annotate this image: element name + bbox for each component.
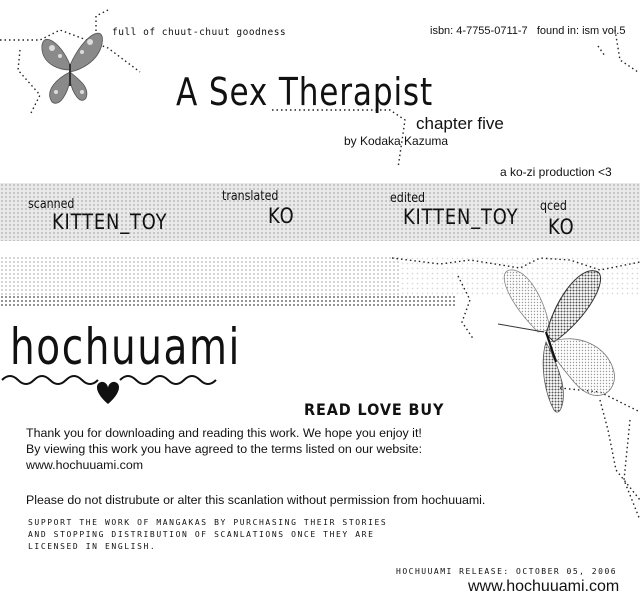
credit-role-scanned: scanned	[28, 197, 75, 212]
found-in: found in: ism vol.5	[536, 25, 626, 37]
credit-name-translated: KO	[268, 204, 295, 228]
credit-role-edited: edited	[390, 191, 426, 206]
production-credit: a ko-zi production <3	[500, 165, 612, 179]
message-line: By viewing this work you have agreed to the terms listed on our website:	[26, 442, 423, 456]
tagline: full of chuut-chuut goodness	[112, 27, 287, 38]
butterfly-icon	[30, 20, 110, 110]
manga-title: A Sex Therapist	[176, 70, 434, 114]
support-line: AND STOPPING DISTRIBUTION OF SCANLATIONS ONCE THEY ARE	[28, 530, 375, 539]
distribution-notice: Please do not distrubute or alter this scanlation without permission from hochuuami.	[26, 493, 486, 507]
isbn: isbn: 4-7755-0711-7	[430, 25, 528, 37]
credit-name-qced: KO	[548, 215, 575, 239]
support-notice	[28, 517, 387, 553]
credit-name-scanned: KITTEN_TOY	[52, 210, 168, 234]
support-line: SUPPORT THE WORK OF MANGAKAS BY PURCHASING THEIR STORIES	[28, 518, 388, 527]
heart-divider-icon	[0, 368, 220, 408]
author-byline: by Kodaka Kazuma	[344, 134, 449, 148]
slogan: READ LOVE BUY	[304, 400, 445, 419]
thank-you-message	[26, 425, 586, 473]
site-url-link[interactable]: www.hochuuami.com	[468, 578, 620, 595]
credit-role-translated: translated	[222, 189, 279, 204]
message-line: Thank you for downloading and reading this work. We hope you enjoy it!	[26, 426, 422, 440]
credit-role-qced: qced	[540, 199, 567, 214]
support-line: LICENSED IN ENGLISH.	[28, 542, 157, 551]
release-date: HOCHUUAMI RELEASE: OCTOBER 05, 2006	[396, 567, 618, 576]
credit-name-edited: KITTEN_TOY	[403, 205, 519, 229]
butterfly-halftone-icon	[488, 262, 628, 422]
isbn-info	[430, 25, 625, 37]
chapter-label: chapter five	[416, 114, 504, 133]
hochuuami-logo: hochuuami	[10, 318, 241, 376]
website-link[interactable]: www.hochuuami.com	[26, 458, 144, 472]
